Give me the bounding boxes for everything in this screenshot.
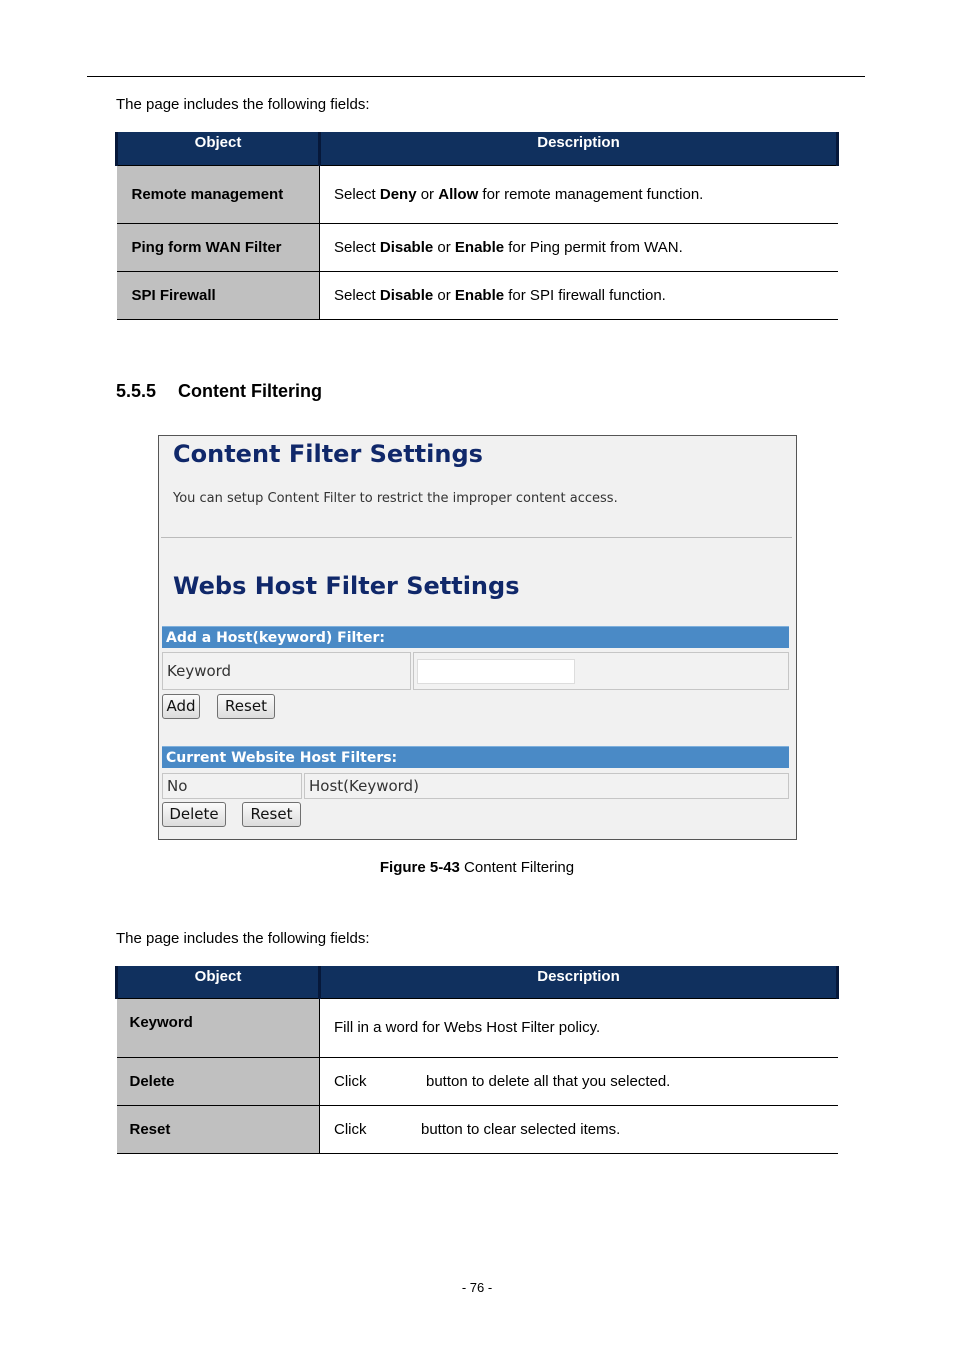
object-cell: Ping form WAN Filter (117, 223, 320, 271)
reset-button[interactable]: Reset (217, 694, 275, 719)
add-button[interactable]: Add (162, 694, 200, 719)
section-title: Content Filtering (178, 381, 322, 401)
column-host-keyword: Host(Keyword) (304, 773, 789, 799)
description-cell: Click button to delete all that you selected. (320, 1057, 838, 1105)
column-header-object: Object (117, 966, 320, 998)
intro-text-2: The page includes the following fields: (116, 930, 370, 947)
object-cell: Delete (117, 1057, 320, 1105)
table-row (117, 998, 838, 1057)
divider (161, 537, 792, 538)
keyword-input[interactable] (417, 659, 575, 684)
current-filters-bar: Current Website Host Filters: (162, 746, 789, 768)
table-row (117, 165, 838, 223)
add-filter-bar: Add a Host(keyword) Filter: (162, 626, 789, 648)
table-row (117, 271, 838, 319)
object-cell: Remote management (117, 165, 320, 223)
keyword-label: Keyword (162, 652, 411, 690)
description-cell: Select Disable or Enable for SPI firewall function. (320, 271, 838, 319)
fields-table-2 (115, 966, 839, 1154)
content-filter-screenshot (158, 435, 797, 840)
object-cell: Keyword (117, 998, 320, 1057)
column-header-description: Description (320, 132, 838, 165)
table-row (117, 1057, 838, 1105)
column-header-description: Description (320, 966, 838, 998)
description-cell: Fill in a word for Webs Host Filter policy. (320, 998, 838, 1057)
content-filter-title: Content Filter Settings (173, 440, 483, 468)
page-number: - 76 - (461, 1280, 493, 1295)
description-cell: Select Disable or Enable for Ping permit from WAN. (320, 223, 838, 271)
section-number: 5.5.5 (116, 381, 157, 401)
webs-host-filter-title: Webs Host Filter Settings (173, 572, 520, 600)
description-cell: Select Deny or Allow for remote management function. (320, 165, 838, 223)
object-cell: Reset (117, 1105, 320, 1153)
column-header-object: Object (117, 132, 320, 165)
reset-selected-button[interactable]: Reset (242, 802, 301, 827)
table-row (117, 1105, 838, 1153)
figure-caption: Figure 5-43 Content Filtering (379, 859, 575, 876)
header-rule (87, 76, 865, 77)
fields-table-1 (115, 132, 839, 320)
description-cell: Click button to clear selected items. (320, 1105, 838, 1153)
object-cell: SPI Firewall (117, 271, 320, 319)
column-no: No (162, 773, 302, 799)
section-heading (116, 381, 322, 402)
intro-text: The page includes the following fields: (116, 96, 370, 113)
delete-button[interactable]: Delete (162, 802, 226, 827)
content-filter-subtitle: You can setup Content Filter to restrict the improper content access. (173, 491, 618, 506)
table-row (117, 223, 838, 271)
